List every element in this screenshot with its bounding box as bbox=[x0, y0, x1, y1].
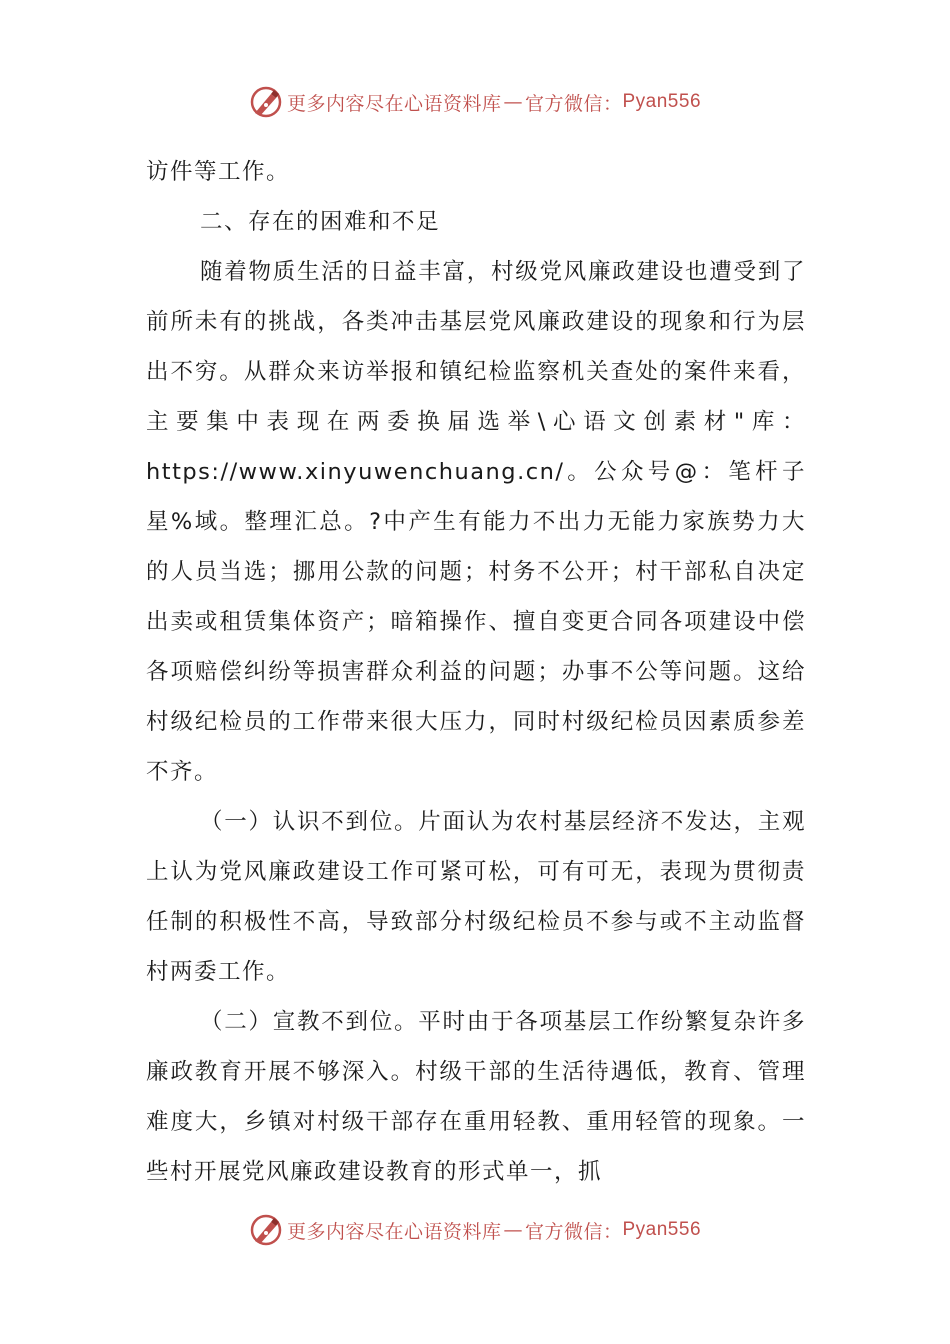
header-banner bbox=[0, 82, 950, 122]
banner-wechat-id: Pyan556 bbox=[622, 1219, 702, 1240]
pen-nib-logo-icon bbox=[249, 1213, 283, 1247]
paragraph: （二）宣教不到位。平时由于各项基层工作纷繁复杂许多廉政教育开展不够深入。村级干部的生活待遇低，教育、管理难度大，乡镇对村级干部存在重用轻教、重用轻管的现象。一些村开展党风廉政建设教育的形式单一，抓 bbox=[146, 1009, 806, 1185]
banner-wechat-label: 官方微信： bbox=[524, 92, 623, 115]
document-body bbox=[146, 147, 806, 1197]
banner-dash: — bbox=[503, 91, 523, 113]
paragraph: 随着物质生活的日益丰富，村级党风廉政建设也遭受到了前所未有的挑战，各类冲击基层党风廉政建设的现象和行为层出不穷。从群众来访举报和镇纪检监察机关查处的案件来看，主要集中表现在两委换届选举\心语文创素材"库：https://www.xinyuwenchuang.cn/。公众号@：笔杆子星%域。整理汇总。?中产生有能力不出力无能力家族势力大的人员当选；挪用公款的问题；村务不公开；村干部私自决定出卖或租赁集体资产；暗箱操作、擅自变更合同各项建设中偿各项赔偿纠纷等损害群众利益的问题；办事不公等问题。这给村级纪检员的工作带来很大压力，同时村级纪检员因素质参差不齐。 bbox=[146, 259, 806, 785]
footer-banner bbox=[0, 1210, 950, 1250]
banner-wechat-label: 官方微信： bbox=[524, 1220, 623, 1243]
paragraph: （一）认识不到位。片面认为农村基层经济不发达，主观上认为党风廉政建设工作可紧可松，可有可无，表现为贯彻责任制的积极性不高，导致部分村级纪检员不参与或不主动监督村两委工作。 bbox=[146, 809, 806, 985]
section-heading: 二、存在的困难和不足 bbox=[200, 209, 441, 235]
banner-text: 更多内容尽在心语资料库 bbox=[286, 1220, 502, 1243]
banner-text: 更多内容尽在心语资料库 bbox=[286, 92, 502, 115]
paragraph-continuation: 访件等工作。 bbox=[146, 159, 291, 185]
pen-nib-logo-icon bbox=[249, 85, 283, 119]
banner-wechat-id: Pyan556 bbox=[622, 91, 702, 112]
banner-dash: — bbox=[503, 1219, 523, 1241]
